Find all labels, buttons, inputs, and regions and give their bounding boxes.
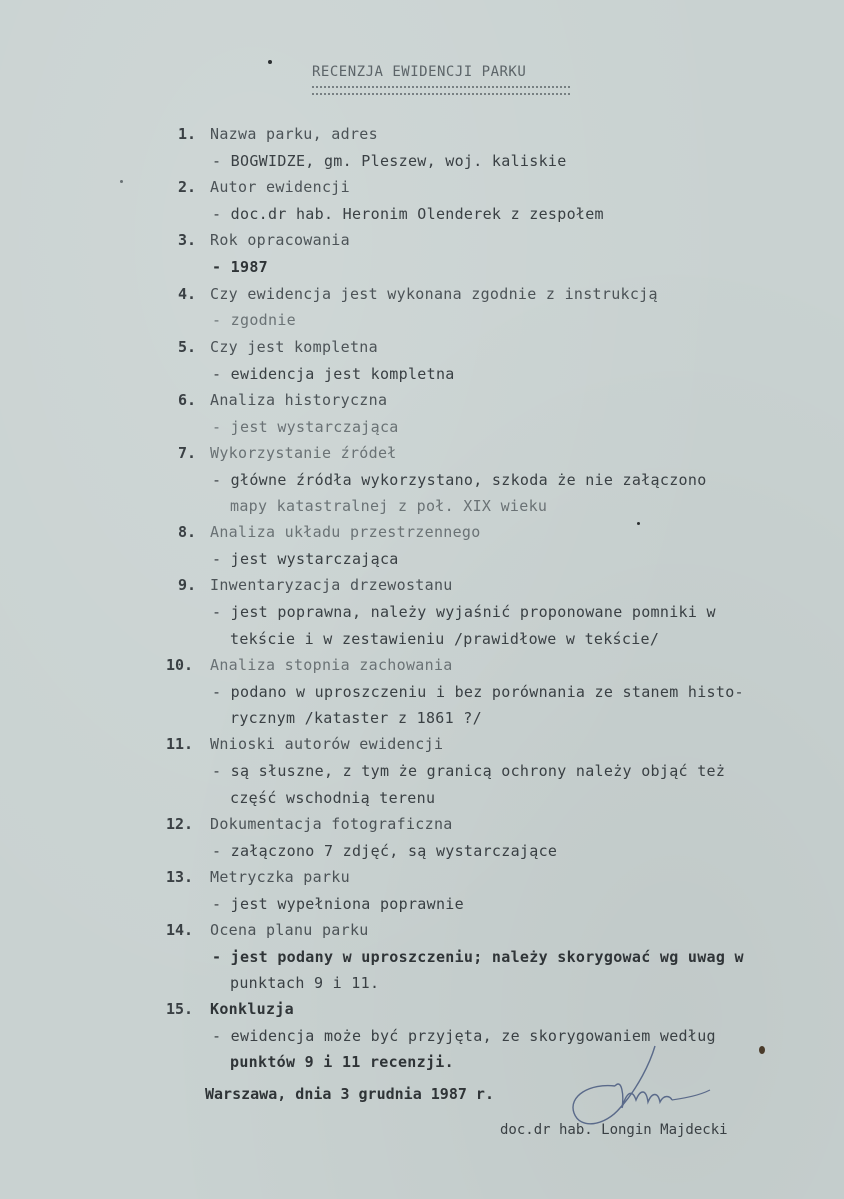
item-number: 11. xyxy=(166,735,194,753)
item-number: 1. xyxy=(178,125,197,143)
item-detail: - jest poprawna, należy wyjaśnić proponowane pomniki w xyxy=(212,603,716,621)
item-detail: - BOGWIDZE, gm. Pleszew, woj. kaliskie xyxy=(212,152,567,170)
item-heading: Metryczka parku xyxy=(210,868,350,886)
item-heading: Czy jest kompletna xyxy=(210,338,378,356)
signer-name: doc.dr hab. Longin Majdecki xyxy=(500,1122,728,1138)
item-detail: - 1987 xyxy=(212,258,268,276)
item-number: 10. xyxy=(166,656,194,674)
item-number: 8. xyxy=(178,523,197,541)
item-detail: - ewidencja może być przyjęta, ze skorygowaniem według xyxy=(212,1027,716,1045)
item-heading: Wnioski autorów ewidencji xyxy=(210,735,444,753)
item-heading: Nazwa parku, adres xyxy=(210,125,378,143)
item-heading: Analiza historyczna xyxy=(210,391,388,409)
item-number: 9. xyxy=(178,576,197,594)
item-heading: Analiza stopnia zachowania xyxy=(210,656,453,674)
item-detail-continued: mapy katastralnej z poł. XIX wieku xyxy=(230,497,548,515)
item-detail-continued: tekście i w zestawieniu /prawidłowe w tekście/ xyxy=(230,630,660,648)
item-heading: Czy ewidencja jest wykonana zgodnie z instrukcją xyxy=(210,285,658,303)
ink-speck xyxy=(759,1046,765,1054)
item-detail: - są słuszne, z tym że granicą ochrony należy objąć też xyxy=(212,762,726,780)
item-detail: - załączono 7 zdjęć, są wystarczające xyxy=(212,842,558,860)
title-underline xyxy=(312,86,570,95)
item-number: 3. xyxy=(178,231,197,249)
item-detail: - podano w uproszczeniu i bez porównania ze stanem histo- xyxy=(212,683,744,701)
handwritten-signature xyxy=(560,1038,720,1133)
item-detail: - jest wystarczająca xyxy=(212,550,399,568)
item-heading: Konkluzja xyxy=(210,1000,294,1018)
item-detail-continued: część wschodnią terenu xyxy=(230,789,436,807)
item-number: 14. xyxy=(166,921,194,939)
item-number: 2. xyxy=(178,178,197,196)
item-number: 7. xyxy=(178,444,197,462)
item-detail: - jest wypełniona poprawnie xyxy=(212,895,464,913)
item-detail: - jest wystarczająca xyxy=(212,418,399,436)
document-date: Warszawa, dnia 3 grudnia 1987 r. xyxy=(205,1085,494,1103)
item-detail: - doc.dr hab. Heronim Olenderek z zespołem xyxy=(212,205,604,223)
item-heading: Autor ewidencji xyxy=(210,178,350,196)
item-heading: Ocena planu parku xyxy=(210,921,369,939)
item-detail-continued: punktów 9 i 11 recenzji. xyxy=(230,1053,454,1071)
item-heading: Analiza układu przestrzennego xyxy=(210,523,481,541)
item-number: 6. xyxy=(178,391,197,409)
item-number: 12. xyxy=(166,815,194,833)
item-heading: Rok opracowania xyxy=(210,231,350,249)
item-detail: - jest podany w uproszczeniu; należy skorygować wg uwag w xyxy=(212,948,744,966)
document-title: RECENZJA EWIDENCJI PARKU xyxy=(312,64,527,80)
item-detail-continued: punktach 9 i 11. xyxy=(230,974,380,992)
ink-speck xyxy=(120,180,123,183)
item-heading: Dokumentacja fotograficzna xyxy=(210,815,453,833)
item-number: 4. xyxy=(178,285,197,303)
item-heading: Inwentaryzacja drzewostanu xyxy=(210,576,453,594)
item-detail: - zgodnie xyxy=(212,311,296,329)
item-detail-continued: rycznym /kataster z 1861 ?/ xyxy=(230,709,482,727)
ink-speck xyxy=(637,522,640,525)
ink-speck xyxy=(268,60,272,64)
item-number: 15. xyxy=(166,1000,194,1018)
item-detail: - główne źródła wykorzystano, szkoda że nie załączono xyxy=(212,471,707,489)
item-number: 5. xyxy=(178,338,197,356)
item-detail: - ewidencja jest kompletna xyxy=(212,365,455,383)
item-number: 13. xyxy=(166,868,194,886)
item-heading: Wykorzystanie źródeł xyxy=(210,444,397,462)
